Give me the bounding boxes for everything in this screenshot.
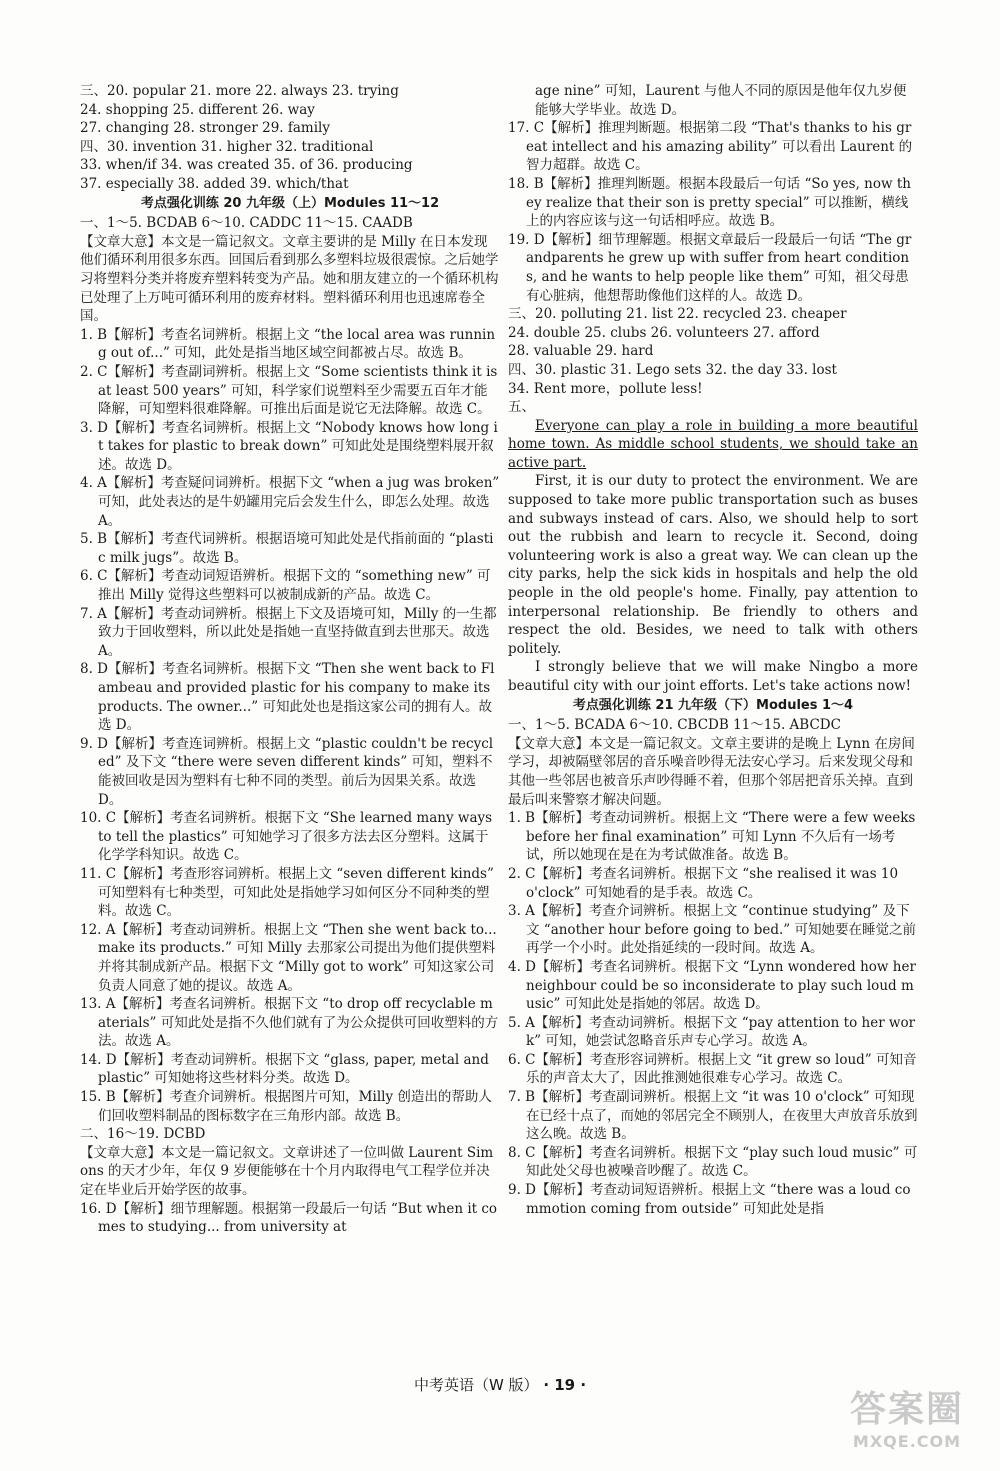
left-column-line: 10. C【解析】考查名词辨析。根据下文 “She learned many ways to tell the plastics” 可知她学习了很多方法去区分塑料。这属于化学学科知识。故选 C。 (80, 810, 493, 864)
right-column-after-line: 1. B【解析】考查动词辨析。根据上文 “There were a few weeks before her final examination” 可知 Lynn 不久后有一场考试，所以她现在是在为考试做准备。故选 B。 (508, 810, 916, 864)
left-column-line: 27. changing 28. stronger 29. family (80, 120, 330, 137)
left-column (80, 82, 500, 1237)
left-column-line: 三、20. popular 21. more 22. always 23. trying (80, 83, 399, 99)
left-column-line: 【文章大意】本文是一篇记叙文。文章讲述了一位叫做 Laurent Simons 的天才少年，年仅 9 岁便能够在十个月内取得电气工程学位并决定在毕业后开始学医的故事。 (80, 1144, 494, 1199)
watermark-text: 答案圈 (849, 1389, 964, 1430)
left-column-line: 12. A【解析】考查动词辨析。根据上文 “Then she went back to... make its products.” 可知 Milly 去那家公司提出为他们提供塑料并将其制成新产品。根据下文 “Milly got to work” 可知这家公司负责人同意了她的提议。故选 A。 (80, 921, 497, 994)
right-column-lines-line: 五、 (508, 399, 535, 416)
left-column-line: 6. C【解析】考查动词短语辨析。根据下文的 “something new” 可推出 Milly 觉得这些塑料可以被制成新的产品。故选 C。 (80, 568, 491, 604)
right-answer-lines (508, 82, 918, 417)
right-column-lines-line: 四、30. plastic 31. Lego sets 32. the day 33. lost (508, 361, 837, 378)
right-column-after-line: 4. D【解析】考查名词辨析。根据下文 “Lynn wondered how her neighbour could be so inconsiderate to play such loud music” 可知此处是指她的邻居。故选 D。 (508, 958, 916, 1013)
right-column-lines-line: 三、20. polluting 21. list 22. recycled 23. cheaper (508, 306, 847, 323)
left-column-line: 9. D【解析】考查连词辨析。根据上文 “plastic couldn't be recycled” 及下文 “there were seven different kinds” 可知，塑料不能被回收是因为塑料有七种不同的类型。前后为因果关系。故选 D。 (80, 735, 494, 808)
left-column-line: 3. D【解析】考查名词辨析。根据上文 “Nobody knows how long it takes for plastic to break down” 可知此处是围绕塑料展开叙述。故选 D。 (80, 419, 498, 473)
right-column (508, 82, 918, 1218)
right-column-after-line: 2. C【解析】考查名词辨析。根据下文 “she realised it was 10 o'clock” 可知她看的是手表。故选 C。 (508, 865, 899, 901)
right-column-after-line: 3. A【解析】考查介词辨析。根据上文 “continue studying” 及下文 “another hour before going to bed.” 可知她要在睡觉之前再学一个小时。此处指延续的一段时间。故选 A。 (508, 903, 916, 957)
left-column-line: 5. B【解析】考查代词辨析。根据语境可知此处是代指前面的 “plastic milk jugs”。故选 B。 (80, 531, 494, 566)
left-column-line: 四、30. invention 31. higher 32. traditional (80, 138, 374, 155)
right-column-after-line: 9. D【解析】考查动词短语辨析。根据上文 “there was a loud commotion coming from outside” 可知此处是指 (508, 1182, 911, 1217)
left-column-line: 15. B【解析】考查介词辨析。根据图片可知，Milly 创造出的帮助人们回收塑料制品的图标数字在三角形内部。故选 B。 (80, 1089, 492, 1124)
right-column-after-line: 6. C【解析】考查形容词辨析。根据上文 “it grew so loud” 可知音乐的声音太大了，因此推测她很难专心学习。故选 C。 (508, 1051, 917, 1087)
right-column-after-line: 8. C【解析】考查名词辨析。根据下文 “play such loud music” 可知此处父母也被噪音吵醒了。故选 C。 (508, 1144, 918, 1180)
right-column-lines-line: age nine” 可知，Laurent 与他人不同的原因是他年仅九岁便能够大学毕业。故选 D。 (535, 83, 907, 118)
right-column-after-line: 5. A【解析】考查动词辨析。根据下文 “pay attention to her work” 可知，她尝试忽略音乐声专心学习。故选 A。 (508, 1014, 916, 1050)
right-column-lines-line: 24. double 25. clubs 26. volunteers 27. afford (508, 324, 820, 341)
essay-paragraph-1: First, it is our duty to protect the environment. We are supposed to take more public transportation such as buses and subways instead of cars. Also, we should help to sort out the rubbish and learn to recycle it. Second, doing volunteering work is also a great way. We can clean up the city parks, help the sick kids in hospitals and help the old people in the old people's home. Finally, pay attention to interpersonal relationship. Be friendly to others and respect the old. Besides, we need to talk with others politely. (508, 473, 918, 657)
right-column-lines-line: 17. C【解析】推理判断题。根据第二段 “That's thanks to his great intellect and his amazing ability” 可以看出 Laurent 的智力超群。故选 C。 (508, 120, 913, 174)
watermark-logo (832, 1381, 982, 1461)
left-column-line: 4. A【解析】考查疑问词辨析。根据下文 “when a jug was broken” 可知，此处表达的是牛奶罐用完后会发生什么，即怎么处理。故选 A。 (80, 475, 500, 529)
left-column-line: 14. D【解析】考查动词辨析。根据下文 “glass, paper, metal and plastic” 可知她将这些材料分类。故选 D。 (80, 1051, 489, 1087)
right-answer-lines-after (508, 697, 918, 1219)
left-column-line: 33. when/if 34. was created 35. of 36. producing (80, 157, 413, 174)
right-column-after-line: 7. B【解析】考查副词辨析。根据上文 “it was 10 o'clock” 可知现在已经十点了，而她的邻居完全不顾别人，在夜里大声放音乐放到这么晚。故选 B。 (508, 1089, 918, 1143)
left-column-line: 1. B【解析】考查名词辨析。根据上文 “the local area was running out of...” 可知，此处是指当地区域空间都被占尽。故选 B。 (80, 326, 496, 362)
left-column-line: 2. C【解析】考查副词辨析。根据上文 “Some scientists think it is at least 500 years” 可知，科学家们说塑料至少需要五百年才能降解，可知塑料很难降解。可推出后面是说它无法降解。故选 C。 (80, 363, 498, 418)
page-number: · 19 · (543, 1376, 587, 1394)
left-column-line: 7. A【解析】考查动词辨析。根据上下文及语境可知，Milly 的一生都致力于回收塑料，所以此处是指她一直坚持做直到去世那天。故选 A。 (80, 605, 497, 659)
left-column-line: 二、16～19. DCBD (80, 1126, 206, 1143)
right-column-lines-line: 18. B【解析】推理判断题。根据本段最后一句话 “So yes, now they realize that their son is pretty special” 可以推断，横线上的内容应该与这一句话相呼应。故选 B。 (508, 175, 911, 230)
right-column-lines-line: 34. Rent more，pollute less! (508, 380, 703, 397)
right-column-lines-line: 19. D【解析】细节理解题。根据文章最后一段最后一句话 “The grandparents he grew up with suffer from heart conditions, and he wants to help people like them” 可知，祖父母患有心脏病，他想帮助像他们这样的人。故选 D。 (508, 231, 912, 304)
right-column-after-line: 考点强化训练 21 九年级（下）Modules 1～4 (572, 697, 854, 713)
watermark-url: MXQE.COM (852, 1432, 962, 1451)
left-column-line: 37. especially 38. added 39. which/that (80, 175, 349, 192)
left-column-line: 24. shopping 25. different 26. way (80, 101, 315, 118)
left-column-line: 16. D【解析】细节理解题。根据第一段最后一句话 “But when it comes to studying... from university at (80, 1200, 498, 1236)
left-column-line: 8. D【解析】考查名词辨析。根据下文 “Then she went back to Flambeau and provided plastic for his company to make its products. The owner...” 可知此处也是指这家公司的拥有人。故选 D。 (80, 661, 495, 734)
book-title: 中考英语（W 版） (413, 1376, 539, 1394)
essay-section (508, 417, 918, 696)
left-column-line: 【文章大意】本文是一篇记叙文。文章主要讲的是 Milly 在日本发现他们循环利用很多东西。回国后看到那么多塑料垃圾很震惊。之后她学习将塑料分类并将废弃塑料转变为产品。她和朋友建立的一个循环机构已处理了上万吨可循环利用的废弃材料。塑料循环利用也迅速席卷全国。 (80, 233, 499, 325)
essay-title: Everyone can play a role in building a more beautiful home town. As middle school students, we should take an active part. (508, 417, 918, 471)
essay-paragraph-2: I strongly believe that we will make Ningbo a more beautiful city with our joint efforts. Let's take actions now! (508, 659, 918, 694)
left-column-line: 13. A【解析】考查名词辨析。根据下文 “to drop off recyclable materials” 可知此处是指不久他们就有了为公众提供可回收塑料的方法。故选 A。 (80, 996, 499, 1050)
left-column-line: 考点强化训练 20 九年级（上）Modules 11～12 (140, 195, 440, 211)
right-column-after-line: 【文章大意】本文是一篇记叙文。文章主要讲的是晚上 Lynn 在房间学习，却被隔壁邻居的音乐噪音吵得无法安心学习。后来发现父母和其他一些邻居也被音乐声吵得睡不着，但那个邻居把音乐关掉。直到最后叫来警察才解决问题。 (508, 735, 915, 808)
left-column-line: 一、1～5. BCDAB 6～10. CADDC 11～15. CAADB (80, 215, 413, 232)
right-column-after-line: 一、1～5. BCADA 6～10. CBCDB 11～15. ABCDC (508, 717, 841, 734)
left-column-line: 11. C【解析】考查形容词辨析。根据上文 “seven different kinds” 可知塑料有七种类型，可知此处是指她学习如何区分不同种类的塑料。故选 C。 (80, 865, 494, 920)
right-column-lines-line: 28. valuable 29. hard (508, 343, 654, 360)
